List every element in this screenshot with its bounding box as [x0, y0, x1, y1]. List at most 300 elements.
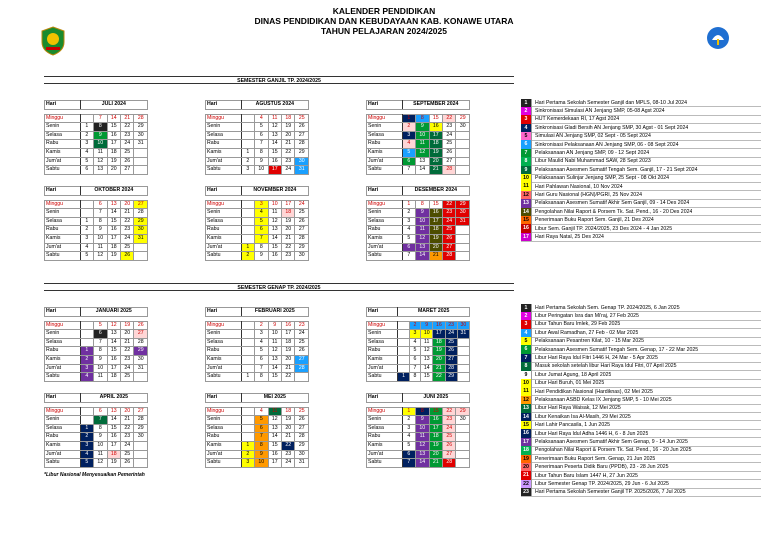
- day-label: Rabu: [45, 140, 81, 149]
- day-label: Jum'at: [367, 364, 398, 373]
- date-cell: 14: [416, 166, 429, 175]
- date-cell: 12: [94, 157, 107, 166]
- date-cell: 19: [107, 459, 120, 468]
- date-cell: 8: [94, 217, 107, 226]
- date-cell: 29: [295, 148, 309, 157]
- date-cell: 20: [282, 131, 295, 140]
- date-cell: 11: [268, 407, 281, 416]
- date-cell: 27: [121, 166, 134, 175]
- date-cell: 26: [121, 157, 134, 166]
- date-cell: 15: [268, 373, 281, 382]
- date-cell: [456, 157, 470, 166]
- legend-ganjil: [521, 99, 761, 242]
- day-label: Rabu: [367, 226, 403, 235]
- date-cell: 4: [402, 140, 415, 149]
- date-cell: 20: [433, 355, 445, 364]
- date-cell: 2: [80, 131, 93, 140]
- legend-number: 11: [521, 387, 532, 395]
- date-cell: 7: [94, 209, 107, 218]
- legend-item: [521, 216, 761, 224]
- legend-item: [521, 455, 761, 463]
- date-cell: 13: [107, 330, 120, 339]
- hari-header: Hari: [206, 101, 242, 110]
- legend-text: Penerimaan Peserta Didik Baru (PPDB), 23 - 28 Jun 2025: [535, 464, 669, 471]
- legend-number: 15: [521, 216, 532, 224]
- day-label: Rabu: [45, 433, 81, 442]
- date-cell: 19: [107, 252, 120, 261]
- day-label: Selasa: [45, 131, 81, 140]
- date-cell: 19: [281, 347, 294, 356]
- date-cell: 26: [443, 148, 456, 157]
- legend-number: 22: [521, 480, 532, 488]
- date-cell: 18: [107, 243, 120, 252]
- date-cell: 6: [409, 355, 420, 364]
- date-cell: 5: [255, 217, 268, 226]
- date-cell: 5: [409, 347, 420, 356]
- date-cell: 3: [80, 364, 93, 373]
- day-label: Senin: [367, 416, 403, 425]
- date-cell: 18: [282, 114, 295, 123]
- legend-item: [521, 489, 761, 497]
- date-cell: 30: [295, 157, 309, 166]
- week-day-row: [206, 114, 309, 123]
- month-calendar: [44, 100, 148, 175]
- date-cell: [241, 407, 254, 416]
- day-label: Rabu: [45, 226, 81, 235]
- date-cell: 4: [80, 373, 93, 382]
- date-cell: 7: [409, 364, 420, 373]
- week-day-row: [45, 424, 148, 433]
- date-cell: 19: [281, 217, 294, 226]
- date-cell: 16: [433, 321, 445, 330]
- date-cell: 24: [121, 364, 134, 373]
- legend-item: [521, 354, 761, 362]
- legend-number: 14: [521, 413, 532, 421]
- legend-number: 7: [521, 149, 532, 157]
- date-cell: 23: [121, 226, 134, 235]
- legend-number: 19: [521, 455, 532, 463]
- legend-text: Hari Lahir Pancasila, 1 Jun 2025: [535, 422, 610, 429]
- week-day-row: [206, 338, 309, 347]
- day-label: Jum'at: [206, 450, 242, 459]
- date-cell: 30: [295, 450, 309, 459]
- date-cell: 14: [107, 338, 120, 347]
- date-cell: [398, 321, 409, 330]
- date-cell: [456, 450, 470, 459]
- day-label: Sabtu: [206, 373, 242, 382]
- date-cell: 24: [295, 200, 309, 209]
- date-cell: [398, 347, 409, 356]
- date-cell: 9: [255, 157, 268, 166]
- week-day-row: [367, 123, 470, 132]
- date-cell: [456, 234, 470, 243]
- legend-item: [521, 191, 761, 199]
- date-cell: 12: [94, 459, 107, 468]
- date-cell: 9: [416, 123, 429, 132]
- legend-text: Libur Peringatan Isra dan Mi'raj, 27 Feb 2025: [535, 313, 639, 320]
- date-cell: 2: [80, 355, 93, 364]
- week-day-row: [45, 114, 148, 123]
- week-day-row: [367, 347, 470, 356]
- date-cell: 12: [416, 148, 429, 157]
- date-cell: 3: [80, 441, 93, 450]
- date-cell: 26: [121, 459, 134, 468]
- date-cell: 26: [121, 252, 134, 261]
- date-cell: [398, 338, 409, 347]
- date-cell: 13: [416, 157, 429, 166]
- date-cell: 2: [241, 157, 254, 166]
- legend-number: 5: [521, 337, 532, 345]
- date-cell: 28: [445, 364, 457, 373]
- week-day-row: [206, 234, 309, 243]
- date-cell: [456, 433, 470, 442]
- date-cell: 16: [429, 416, 442, 425]
- date-cell: 30: [456, 209, 470, 218]
- day-label: Sabtu: [367, 459, 403, 468]
- day-label: Sabtu: [206, 252, 242, 261]
- date-cell: [241, 226, 254, 235]
- legend-number: 4: [521, 124, 532, 132]
- date-cell: 18: [107, 450, 120, 459]
- legend-number: 10: [521, 174, 532, 182]
- date-cell: 8: [255, 148, 268, 157]
- day-label: Minggu: [367, 407, 403, 416]
- legend-text: Hari Pendidikan Nasional (Hardiknas), 02 Mei 2025: [535, 388, 653, 395]
- date-cell: 5: [80, 157, 93, 166]
- date-cell: 29: [295, 441, 309, 450]
- week-day-row: [45, 209, 148, 218]
- legend-text: Libur Tahun Baru Imlek, 29 Feb 2025: [535, 321, 621, 328]
- legend-number: 21: [521, 471, 532, 479]
- week-day-row: [206, 355, 309, 364]
- date-cell: 23: [282, 157, 295, 166]
- date-cell: 21: [121, 209, 134, 218]
- legend-genap: [521, 304, 761, 497]
- day-label: Kamis: [45, 234, 81, 243]
- hari-header: Hari: [367, 394, 403, 403]
- date-cell: 27: [443, 157, 456, 166]
- day-label: Minggu: [206, 407, 242, 416]
- legend-item: [521, 405, 761, 413]
- legend-number: 14: [521, 208, 532, 216]
- date-cell: 20: [107, 166, 120, 175]
- date-cell: 21: [281, 364, 294, 373]
- date-cell: 4: [402, 433, 415, 442]
- date-cell: 31: [295, 459, 309, 468]
- week-day-row: [45, 140, 148, 149]
- date-cell: 30: [295, 252, 309, 261]
- date-cell: 18: [281, 209, 294, 218]
- date-cell: [241, 131, 254, 140]
- date-cell: [80, 209, 93, 218]
- day-label: Senin: [367, 123, 403, 132]
- date-cell: 14: [268, 234, 281, 243]
- legend-number: 13: [521, 404, 532, 412]
- date-cell: [456, 424, 470, 433]
- legend-text: Penerimaan Buku Raport Sem. Ganjil, 21 Des 2024: [535, 217, 654, 224]
- legend-number: 17: [521, 233, 532, 241]
- legend-text: Sinkronisasi Gladi Bersih AN Jenjang SMP, 30 Agst - 01 Sept 2024: [535, 124, 689, 131]
- week-day-row: [206, 416, 309, 425]
- legend-text: Libur Semester Genap TP. 2024/2025, 29 Jun - 6 Jul 2025: [535, 480, 669, 487]
- date-cell: 27: [443, 243, 456, 252]
- week-day-row: [367, 166, 470, 175]
- date-cell: 8: [409, 373, 420, 382]
- day-label: Senin: [206, 416, 242, 425]
- legend-item: [521, 346, 761, 354]
- date-cell: 24: [282, 459, 295, 468]
- week-day-row: [367, 217, 470, 226]
- date-cell: 25: [443, 433, 456, 442]
- date-cell: 10: [255, 459, 268, 468]
- week-day-row: [367, 459, 470, 468]
- day-label: Minggu: [45, 114, 81, 123]
- week-day-row: [367, 441, 470, 450]
- date-cell: 11: [94, 450, 107, 459]
- legend-text: Masuk sekolah setelah libur Hari Raya Idul Fitri, 07 April 2025: [535, 363, 677, 370]
- date-cell: 16: [107, 131, 120, 140]
- legend-text: Pelaksanaan ASBD Kelas IX Jenjang SMP, 5 - 10 Mei 2025: [535, 396, 672, 403]
- date-cell: 14: [107, 114, 120, 123]
- date-cell: 2: [402, 209, 415, 218]
- date-cell: 25: [121, 373, 134, 382]
- legend-item: [521, 166, 761, 174]
- month-calendar: [205, 100, 309, 175]
- date-cell: 21: [282, 140, 295, 149]
- week-day-row: [45, 252, 148, 261]
- date-cell: 29: [295, 243, 309, 252]
- date-cell: 18: [433, 338, 445, 347]
- month-name: MEI 2025: [241, 394, 308, 403]
- week-day-row: [367, 157, 470, 166]
- month-name: JULI 2024: [80, 101, 147, 110]
- legend-number: 10: [521, 379, 532, 387]
- date-cell: 12: [268, 217, 281, 226]
- date-cell: 1: [402, 114, 415, 123]
- date-cell: [134, 243, 148, 252]
- date-cell: 15: [107, 123, 120, 132]
- legend-number: 8: [521, 362, 532, 370]
- date-cell: 28: [134, 114, 148, 123]
- day-label: Selasa: [45, 217, 81, 226]
- legend-number: 9: [521, 166, 532, 174]
- legend-number: 8: [521, 157, 532, 165]
- legend-item: [521, 421, 761, 429]
- date-cell: 25: [121, 450, 134, 459]
- date-cell: 11: [94, 243, 107, 252]
- day-label: Jum'at: [45, 450, 81, 459]
- date-cell: 23: [295, 321, 309, 330]
- legend-text: Libur Kenaikan Isa Al-Masih, 29 Mei 2025: [535, 413, 631, 420]
- legend-number: 12: [521, 396, 532, 404]
- date-cell: 28: [295, 234, 309, 243]
- date-cell: [134, 450, 148, 459]
- date-cell: 19: [429, 441, 442, 450]
- legend-item: [521, 438, 761, 446]
- legend-number: 18: [521, 446, 532, 454]
- legend-text: Libur Jumat Agung, 18 April 2025: [535, 371, 612, 378]
- date-cell: 23: [443, 123, 456, 132]
- legend-text: Hari Guru Nasional (HGN)/PGRI, 25 Nov 2024: [535, 191, 642, 198]
- date-cell: 6: [255, 355, 268, 364]
- date-cell: 14: [107, 209, 120, 218]
- date-cell: 1: [241, 373, 254, 382]
- day-label: Sabtu: [45, 252, 81, 261]
- date-cell: [241, 424, 254, 433]
- date-cell: 3: [409, 330, 420, 339]
- week-day-row: [367, 209, 470, 218]
- date-cell: 31: [295, 166, 309, 175]
- date-cell: 30: [134, 433, 148, 442]
- date-cell: 11: [94, 373, 107, 382]
- month-name: APRIL 2025: [80, 394, 147, 403]
- legend-item: [521, 107, 761, 115]
- date-cell: [456, 252, 470, 261]
- day-label: Rabu: [206, 140, 242, 149]
- date-cell: [134, 373, 148, 382]
- date-cell: 8: [416, 114, 429, 123]
- date-cell: 27: [445, 355, 457, 364]
- date-cell: 23: [445, 321, 457, 330]
- date-cell: 8: [94, 347, 107, 356]
- date-cell: 18: [282, 407, 295, 416]
- footnote: *Libur Nasional Menyesuaikan Pemerintah: [44, 472, 145, 478]
- day-label: Minggu: [45, 321, 81, 330]
- date-cell: [456, 148, 470, 157]
- week-day-row: [206, 321, 309, 330]
- legend-text: Libur Maulid Nabi Muhammad SAW, 28 Sept 2023: [535, 158, 651, 165]
- date-cell: 9: [268, 321, 281, 330]
- date-cell: [398, 364, 409, 373]
- day-label: Sabtu: [45, 459, 81, 468]
- legend-text: Pelaksanaan AN Jenjang SMP, 09 - 12 Sept 2024: [535, 150, 650, 157]
- date-cell: 5: [402, 148, 415, 157]
- date-cell: 21: [429, 459, 442, 468]
- legend-text: Hari Pertama Sekolah Semester Ganjil TP. 2025/2026, 7 Jul 2025: [535, 489, 686, 496]
- date-cell: 13: [268, 226, 281, 235]
- date-cell: [456, 140, 470, 149]
- date-cell: 26: [295, 123, 309, 132]
- date-cell: 17: [433, 330, 445, 339]
- date-cell: 8: [94, 424, 107, 433]
- date-cell: 20: [282, 424, 295, 433]
- date-cell: 13: [107, 407, 120, 416]
- date-cell: [241, 321, 254, 330]
- date-cell: 21: [282, 433, 295, 442]
- date-cell: 6: [94, 407, 107, 416]
- date-cell: 15: [429, 407, 442, 416]
- legend-text: Pelaksanaan Asesmen Sumatif Akhir Sem Ganjil, 09 - 14 Des 2024: [535, 200, 690, 207]
- date-cell: 24: [443, 217, 456, 226]
- legend-text: Pelaksanaan Asesmen Sumatif Akhir Sem Genap, 9 - 14 Jun 2025: [535, 438, 688, 445]
- legend-item: [521, 380, 761, 388]
- date-cell: 3: [402, 217, 415, 226]
- date-cell: 19: [121, 321, 134, 330]
- date-cell: 5: [402, 234, 415, 243]
- date-cell: 26: [134, 321, 148, 330]
- date-cell: 26: [443, 234, 456, 243]
- date-cell: 3: [80, 234, 93, 243]
- date-cell: 18: [429, 140, 442, 149]
- date-cell: 6: [402, 450, 415, 459]
- date-cell: 25: [295, 338, 309, 347]
- date-cell: 16: [429, 209, 442, 218]
- date-cell: 6: [255, 424, 268, 433]
- date-cell: 4: [409, 338, 420, 347]
- legend-number: 6: [521, 345, 532, 353]
- date-cell: [457, 347, 469, 356]
- week-day-row: [206, 252, 309, 261]
- date-cell: 13: [94, 166, 107, 175]
- date-cell: [241, 347, 254, 356]
- week-day-row: [367, 338, 470, 347]
- date-cell: [457, 338, 469, 347]
- date-cell: 22: [121, 424, 134, 433]
- legend-number: 16: [521, 224, 532, 232]
- week-day-row: [45, 347, 148, 356]
- legend-item: [521, 312, 761, 320]
- month-calendar: [205, 186, 309, 261]
- day-label: Senin: [206, 123, 242, 132]
- day-label: Minggu: [206, 114, 242, 123]
- day-label: Kamis: [367, 441, 403, 450]
- week-day-row: [45, 234, 148, 243]
- week-day-row: [367, 140, 470, 149]
- date-cell: 1: [398, 373, 409, 382]
- legend-item: [521, 363, 761, 371]
- date-cell: 20: [281, 226, 294, 235]
- date-cell: [80, 330, 93, 339]
- month-calendar: [205, 307, 309, 382]
- date-cell: 26: [295, 347, 309, 356]
- date-cell: 17: [107, 441, 120, 450]
- week-day-row: [206, 433, 309, 442]
- day-label: Senin: [206, 330, 242, 339]
- date-cell: 18: [107, 373, 120, 382]
- date-cell: 27: [443, 450, 456, 459]
- date-cell: 21: [121, 114, 134, 123]
- month-calendar: [44, 307, 148, 382]
- date-cell: 10: [416, 424, 429, 433]
- week-day-row: [206, 424, 309, 433]
- day-label: Kamis: [367, 355, 398, 364]
- week-day-row: [206, 157, 309, 166]
- date-cell: 3: [255, 200, 268, 209]
- date-cell: 27: [134, 407, 148, 416]
- date-cell: 1: [80, 217, 93, 226]
- date-cell: 23: [443, 209, 456, 218]
- day-label: Sabtu: [206, 459, 242, 468]
- date-cell: 16: [268, 450, 281, 459]
- date-cell: 14: [268, 364, 281, 373]
- day-label: Sabtu: [367, 252, 403, 261]
- date-cell: 19: [282, 416, 295, 425]
- date-cell: 27: [295, 424, 309, 433]
- date-cell: 2: [241, 450, 254, 459]
- date-cell: 20: [429, 243, 442, 252]
- day-label: Jum'at: [45, 243, 81, 252]
- date-cell: 27: [295, 226, 309, 235]
- date-cell: 4: [255, 114, 268, 123]
- date-cell: 4: [80, 243, 93, 252]
- legend-text: Libur Sem. Ganjil TP. 2024/2025, 23 Des 2024 - 4 Jan 2025: [535, 225, 673, 232]
- date-cell: 10: [416, 217, 429, 226]
- date-cell: [457, 373, 469, 382]
- date-cell: 31: [134, 234, 148, 243]
- week-day-row: [206, 200, 309, 209]
- date-cell: 8: [255, 243, 268, 252]
- date-cell: 13: [421, 355, 433, 364]
